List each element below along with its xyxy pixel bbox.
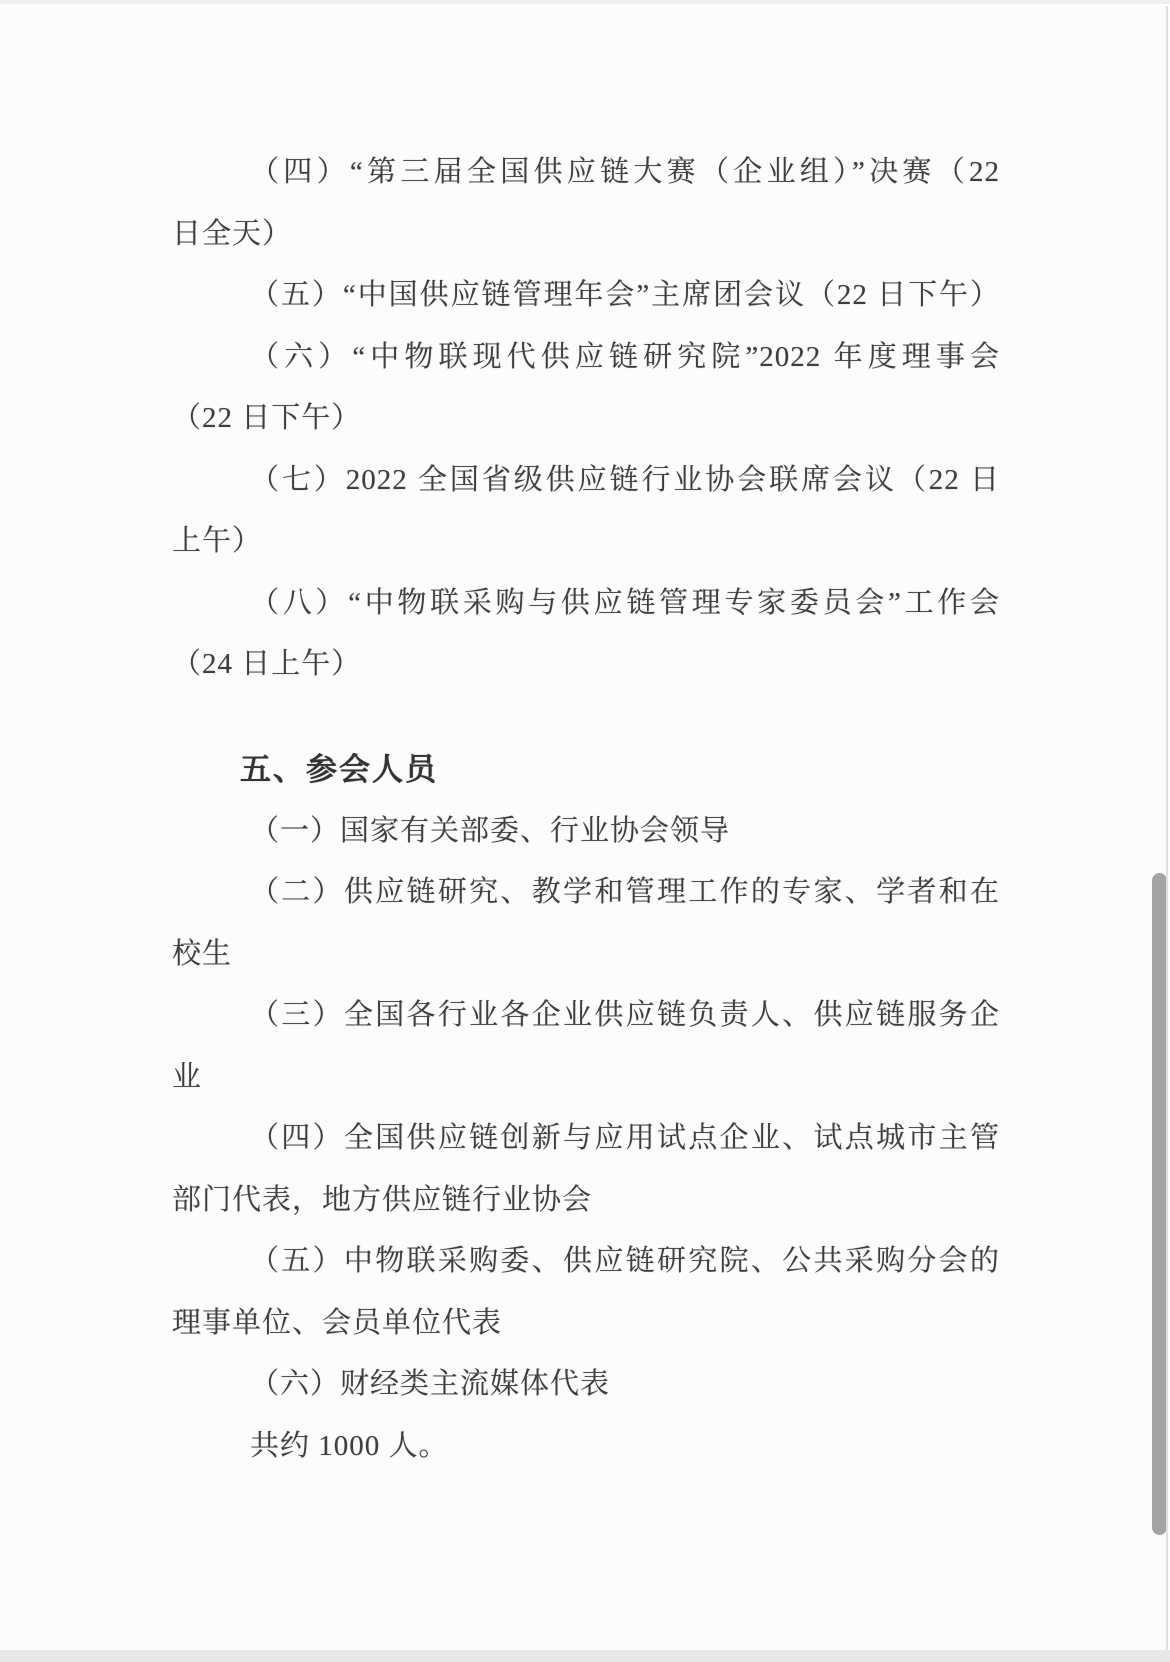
doc-line: 日全天） [172,217,293,250]
page-bottom-edge [0,1650,1170,1662]
doc-line: （22 日下午） [172,402,362,434]
doc-line: 业 [172,1060,203,1093]
doc-line: （五）中物联采购委、供应链研究院、公共采购分会的 [250,1245,1000,1277]
doc-line: （五）“中国供应链管理年会”主席团会议（22 日下午） [250,279,1000,311]
doc-line: （八）“中物联采购与供应链管理专家委员会”工作会 [250,586,1000,619]
doc-line: （二）供应链研究、教学和管理工作的专家、学者和在 [250,876,1000,908]
doc-line: 上午） [172,525,263,557]
doc-line: （三）全国各行业各企业供应链负责人、供应链服务企 [250,999,1000,1031]
page-top-edge [0,0,1170,4]
scrollbar-thumb[interactable] [1152,873,1167,1535]
section-heading: 五、参会人员 [240,752,438,787]
doc-line: 理事单位、会员单位代表 [172,1306,503,1339]
doc-line: （七）2022 全国省级供应链行业协会联席会议（22 日 [250,463,1000,496]
doc-line: 校生 [172,937,233,970]
doc-line: 部门代表，地方供应链行业协会 [172,1183,593,1216]
doc-line: （六）“中物联现代供应链研究院”2022 年度理事会 [250,340,1000,373]
page-right-edge [1166,6,1168,1656]
document-text [172,142,1000,1477]
doc-line: （四）“第三届全国供应链大赛（企业组）”决赛（22 [250,156,1000,188]
doc-line: （一）国家有关部委、行业协会领导 [250,814,731,847]
doc-line: （四）全国供应链创新与应用试点企业、试点城市主管 [250,1122,1000,1154]
doc-line: （六）财经类主流媒体代表 [250,1368,611,1400]
doc-line: 共约 1000 人。 [250,1429,449,1462]
doc-line: （24 日上午） [172,648,362,680]
